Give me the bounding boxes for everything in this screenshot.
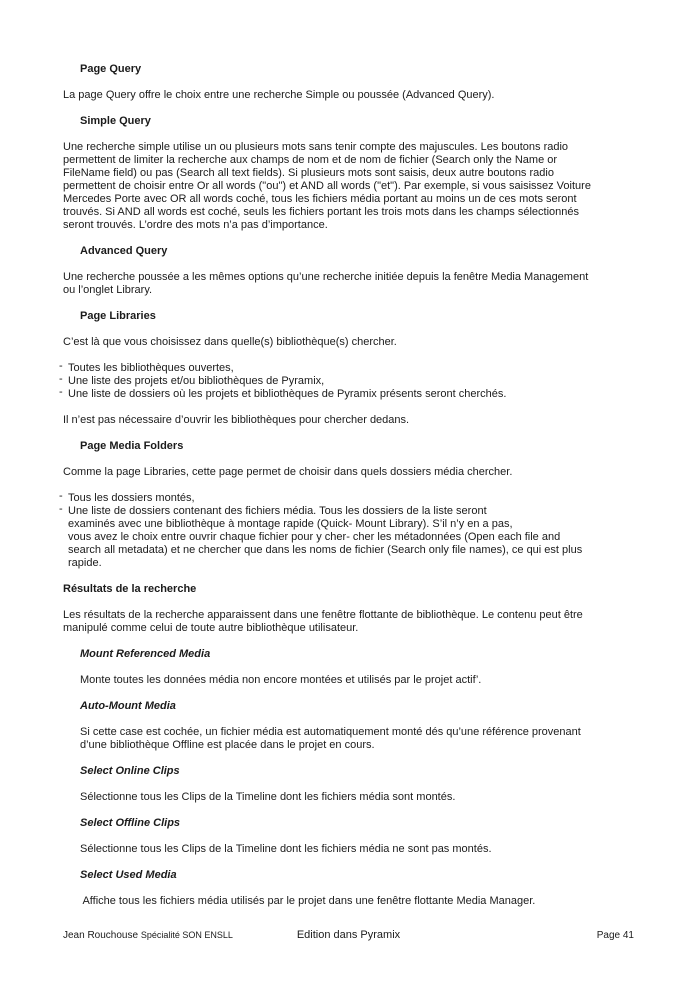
dash-bullet-icon: - [59,373,63,385]
list-item-line: rapide. [68,557,102,569]
list-item-text [68,388,639,401]
section-heading: Select Used Media [80,869,177,881]
paragraph-line: ou l’onglet Library. [63,284,153,296]
list-item-line: Une liste de dossiers où les projets et bibliothèques de Pyramix présents seront cherchés. [68,388,507,400]
section-heading: Page Query [80,63,142,75]
list-item [59,386,639,401]
paragraph [80,895,639,908]
list-item-line: vous avez le choix entre ouvrir chaque fichier pour y cher- cher les métadonnées (Open each file and [68,531,561,543]
paragraph-line: Il n’est pas nécessaire d’ouvrir les bibliothèques pour chercher dedans. [63,414,410,426]
footer-author-name: Jean Rouchouse [63,930,141,941]
paragraph-line: Une recherche simple utilise un ou plusieurs mots sans tenir compte des majuscules. Les boutons radio [63,141,569,153]
list-item [59,503,639,570]
paragraph [63,271,639,297]
paragraph-line: permettent de limiter la recherche aux champs de nom et de nom de fichier (Search only the Name or [63,154,558,166]
section-heading: Résultats de la recherche [63,583,197,595]
paragraph-line: seront trouvés. L’ordre des mots n’a pas d’importance. [63,219,328,231]
paragraph [63,414,639,427]
list-item-line: Une liste de dossiers contenant des fichiers média. Tous les dossiers de la liste seront [68,505,487,517]
footer-document-title: Edition dans Pyramix [296,929,401,941]
paragraph-line: Les résultats de la recherche apparaissent dans une fenêtre flottante de bibliothèque. Le contenu peut être [63,609,583,621]
section-heading: Simple Query [80,115,151,127]
paragraph-line: C’est là que vous choisissez dans quelle(s) bibliothèque(s) chercher. [63,336,397,348]
paragraph [63,466,639,479]
paragraph [80,726,639,752]
list-item-line: Une liste des projets et/ou bibliothèques de Pyramix, [68,375,325,387]
section-heading: Mount Referenced Media [80,648,211,660]
list-item-text [68,492,639,505]
list-item-line: search all metadata) et ne chercher que dans les noms de fichier (Search only file names), ce qui est plus [68,544,583,556]
footer-author-specialty: Spécialité SON ENSLL [140,930,233,940]
list-item [59,360,639,375]
paragraph-line: La page Query offre le choix entre une recherche Simple ou poussée (Advanced Query). [63,89,495,101]
paragraph-line: d’une bibliothèque Offline est placée dans le projet en cours. [80,739,375,751]
section-heading: Auto-Mount Media [80,700,176,712]
page-footer [63,929,634,943]
bullet-list [59,360,639,401]
paragraph [63,89,639,102]
bullet-list [59,490,639,570]
paragraph [63,336,639,349]
section-heading: Page Media Folders [80,440,184,452]
paragraph [80,791,639,804]
paragraph [63,609,639,635]
list-item [59,490,639,505]
dash-bullet-icon: - [59,360,63,372]
paragraph-line: permettent de choisir entre Or all words ("ou") et AND all words ("et"). Par exemple, si vous saisissez Voiture [63,180,591,192]
paragraph-line: Sélectionne tous les Clips de la Timeline dont les fichiers média sont montés. [80,791,456,803]
footer-page-number: Page 41 [596,930,634,941]
paragraph [80,843,639,856]
paragraph-line: Comme la page Libraries, cette page permet de choisir dans quels dossiers média chercher. [63,466,513,478]
list-item-line: examinés avec une bibliothèque à montage rapide (Quick- Mount Library). S’il n’y en a pas, [68,518,513,530]
list-item-text [68,375,639,388]
dash-bullet-icon: - [59,503,63,515]
paragraph-line: Mercedes Porte avec OR all words coché, tous les fichiers média portant au moins un de ces mots seront [63,193,577,205]
paragraph [63,141,639,232]
section-heading: Select Online Clips [80,765,180,777]
list-item [59,373,639,388]
paragraph-line: Si cette case est cochée, un fichier média est automatiquement monté dés qu’une référence provenant [80,726,581,738]
paragraph-line: Une recherche poussée a les mêmes options qu’une recherche initiée depuis la fenêtre Media Management [63,271,589,283]
dash-bullet-icon: - [59,386,63,398]
paragraph-line: manipulé comme celui de toute autre bibliothèque utilisateur. [63,622,359,634]
section-heading: Select Offline Clips [80,817,181,829]
list-item-line: Tous les dossiers montés, [68,492,195,504]
paragraph-line: Monte toutes les données média non encore montées et utilisés par le projet actif’. [80,674,482,686]
section-heading: Page Libraries [80,310,156,322]
paragraph-line: FileName field) ou pas (Search all text fields). Si plusieurs mots sont saisis, deux autre boutons radio [63,167,554,179]
dash-bullet-icon: - [59,490,63,502]
list-item-line: Toutes les bibliothèques ouvertes, [68,362,234,374]
list-item-text [68,362,639,375]
paragraph [80,674,639,687]
list-item-text [68,505,639,570]
paragraph-line: Affiche tous les fichiers média utilisés par le projet dans une fenêtre flottante Media Manager. [80,895,536,907]
paragraph-line: Sélectionne tous les Clips de la Timeline dont les fichiers média ne sont pas montés. [80,843,492,855]
section-heading: Advanced Query [80,245,168,257]
paragraph-line: trouvés. Si AND all words est coché, seuls les fichiers portant les trois mots dans les champs sélectionnés [63,206,580,218]
